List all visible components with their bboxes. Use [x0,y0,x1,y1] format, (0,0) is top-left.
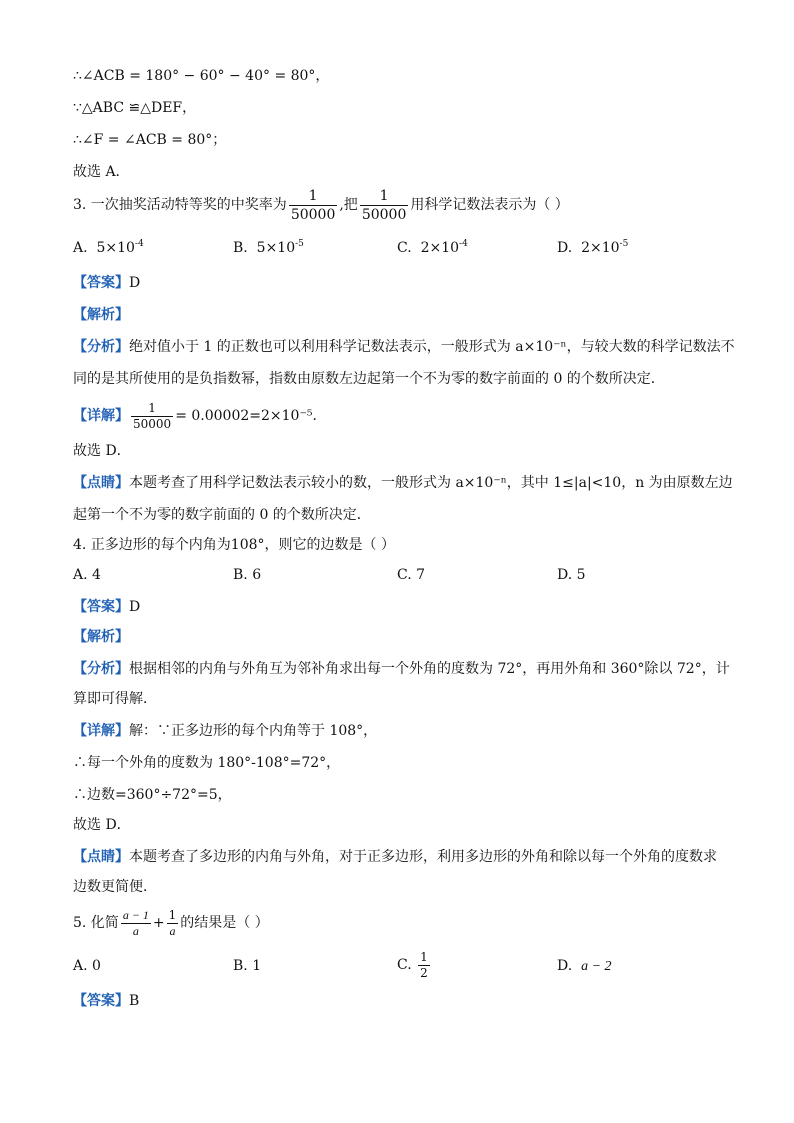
xiangjie-line: 【详解】 $\frac{1}{50000}$ = 0.00002=2×10⁻⁵． [73,400,327,431]
option-b: B. 1 [233,958,262,974]
xiangjie-line-3: ∴边数=360°÷72°=5， [73,787,232,803]
dianjing-line-1: 【点睛】本题考查了用科学记数法表示较小的数，一般形式为 a×10⁻ⁿ，其中 1≤|a|<10，n 为由原数左边 [73,475,733,491]
solution-line: ∴∠ACB = 180° − 60° − 40° = 80°， [73,68,330,84]
fenxi-line-1: 【分析】根据相邻的内角与外角互为邻补角求出每一个外角的度数为 72°，再用外角和 360°除以 72°，计 [73,661,730,677]
option-a: A. 0 [73,958,101,974]
fraction: $\frac{1}{50000}$ [290,187,336,223]
answer-line: 【答案】D [73,275,141,291]
dianjing-line-2: 起第一个不为零的数字前面的 0 的个数所决定． [73,507,371,523]
answer-line: 【答案】D [73,599,141,615]
option-c: C. 7 [397,567,426,583]
answer-line: 【答案】B [73,993,140,1009]
analysis-heading: 【解析】 [73,629,129,645]
fenxi-line-2: 算即可得解． [73,691,157,707]
solution-line: ∵△ABC ≌△DEF， [73,100,197,116]
fraction: $\frac{1}{50000}$ [361,187,407,223]
choice-line: 故选 D． [73,817,131,833]
dianjing-line-2: 边数更简便． [73,879,157,895]
option-b: B. 6 [233,567,262,583]
question-4-stem: 4. 正多边形的每个内角为108°，则它的边数是（ ） [73,537,395,553]
option-a: A. 4 [73,567,101,583]
option-a: A. $5\times 10^{-4}$ [73,239,144,256]
xiangjie-line-1: 【详解】解：∵正多边形的每个内角等于 108°， [73,723,378,739]
question-5-stem: 5. 化简 $\frac{a - 1}{a}$ + $\frac{1}{a}$ 的结果是（ ） [73,907,269,938]
option-d: D. $2\times 10^{-5}$ [557,239,629,256]
fenxi-line-2: 同的是其所使用的是负指数幂，指数由原数左边起第一个不为零的数字前面的 0 的个数所决定． [73,371,665,387]
option-c: C. $\frac{1}{2}$ [397,949,428,980]
question-3-stem: 3. 一次抽奖活动特等奖的中奖率为 $\frac{1}{50000}$ ,把 $\frac{1}{50000}$ 用科学记数法表示为（ ） [73,187,569,223]
dianjing-line-1: 【点睛】本题考查了多边形的内角与外角，对于正多边形，利用多边形的外角和除以每一个外角的度数求 [73,849,717,865]
option-d: D. 5 [557,567,586,583]
analysis-heading: 【解析】 [73,307,129,323]
answer-tag: 【答案】 [73,275,129,291]
fraction: $\frac{a - 1}{a}$ [122,907,149,938]
choice-line: 故选 D． [73,443,131,459]
solution-line: 故选 A． [73,164,130,180]
option-c: C. $2\times 10^{-4}$ [397,239,468,256]
solution-line: ∴∠F = ∠ACB = 80°； [73,132,227,148]
fraction: $\frac{1}{50000}$ [133,400,172,431]
xiangjie-line-2: ∴每一个外角的度数为 180°-108°=72°， [73,755,341,771]
option-d: D. a − 2 [557,958,612,974]
option-b: B. $5\times 10^{-5}$ [233,239,304,256]
fenxi-line-1: 【分析】绝对值小于 1 的正数也可以利用科学记数法表示，一般形式为 a×10⁻ⁿ，与较大数的科学记数法不 [73,339,735,355]
fraction: $\frac{1}{2}$ [420,949,428,980]
fraction: $\frac{1}{a}$ [168,907,177,938]
